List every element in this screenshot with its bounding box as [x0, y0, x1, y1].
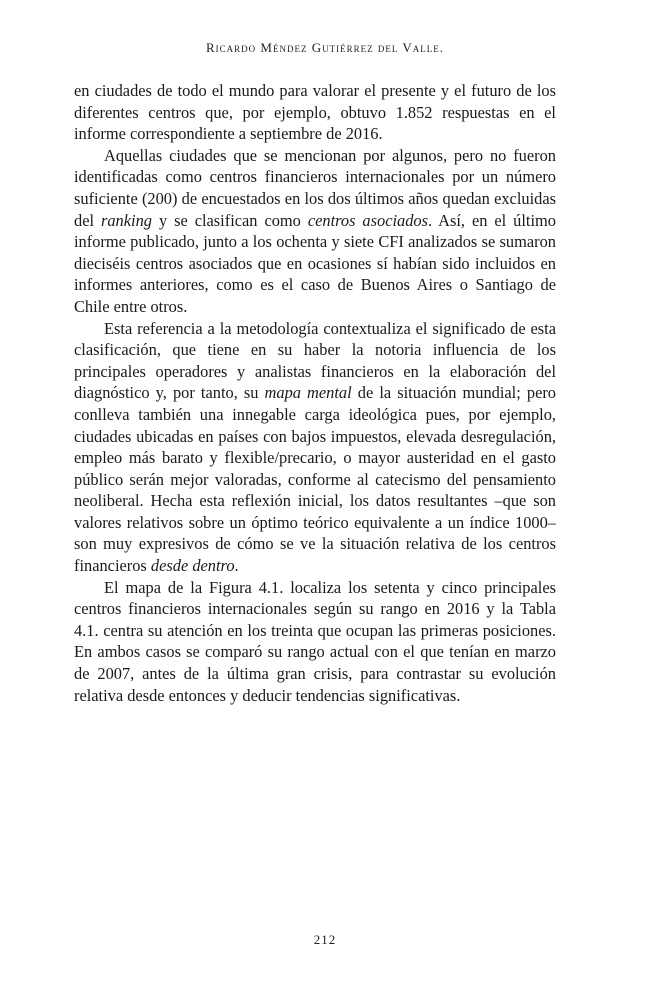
text-run: en ciudades de todo el mundo para valorar el presente y el futuro de los diferentes centros que, por ejemplo, obtuvo 1.852 respuestas en el informe correspondiente a septiembre de 2016. — [74, 81, 556, 144]
italic-term: desde dentro — [150, 556, 235, 576]
text-run: El mapa de la Figura 4.1. localiza los setenta y cinco principales centros financieros internacionales según su rango en 2016 y la Tabla 4.1. centra su atención en los treinta que ocupan las primeras posiciones. En ambos casos se comparó su rango actual con el que tenían en marzo de 2007, antes de la última gran crisis, para contrastar su evolución relativa desde entonces y deducir tendencias significativas. — [74, 577, 556, 705]
italic-term: centros asociados — [307, 210, 428, 230]
paragraph-1 — [74, 80, 556, 145]
page-number: 212 — [313, 932, 337, 947]
text-run: Esta referencia a la metodología contextualiza el significado de esta clasificación, que tiene en su haber la notoria influencia de los principales operadores y analistas financieros en la elaboración del diagnóstico y, por tanto, su — [74, 318, 556, 403]
text-run: Aquellas ciudades que se mencionan por algunos, pero no fueron identificadas como centros financieros internacionales por un número suficiente (200) de encuestados en los dos últimos años quedan excluidas del — [74, 145, 556, 230]
italic-term: mapa mental — [264, 383, 352, 403]
paragraph-3 — [74, 318, 556, 577]
paragraph-2 — [74, 145, 556, 318]
text-run: . — [234, 556, 239, 576]
body-text — [74, 80, 556, 706]
text-run: y se clasifican como — [151, 210, 308, 230]
text-run: . Así, en el último informe publicado, junto a los ochenta y siete CFI analizados se sumaron dieciséis centros asociados que en ocasiones sí habían sido incluidos en informes anteriores, como es el caso de Buenos Aires o Santiago de Chile entre otros. — [74, 210, 556, 316]
paragraph-4 — [74, 577, 556, 707]
italic-term: ranking — [100, 210, 152, 230]
text-run: de la situación mundial; pero conlleva también una innegable carga ideológica pues, por ejemplo, ciudades ubicadas en países con bajos impuestos, elevada desregulación, empleo más barato y flexible/precario, o mayor austeridad en el gasto público serán mejor valoradas, conforme al catecismo del pensamiento neoliberal. Hecha esta reflexión inicial, los datos resultantes –que son valores relativos sobre un óptimo teórico equivalente a un índice 1000– son muy expresivos de cómo se ve la situación relativa de los centros financieros — [74, 383, 556, 576]
running-head: Ricardo Méndez Gutiérrez del Valle. — [206, 40, 444, 55]
